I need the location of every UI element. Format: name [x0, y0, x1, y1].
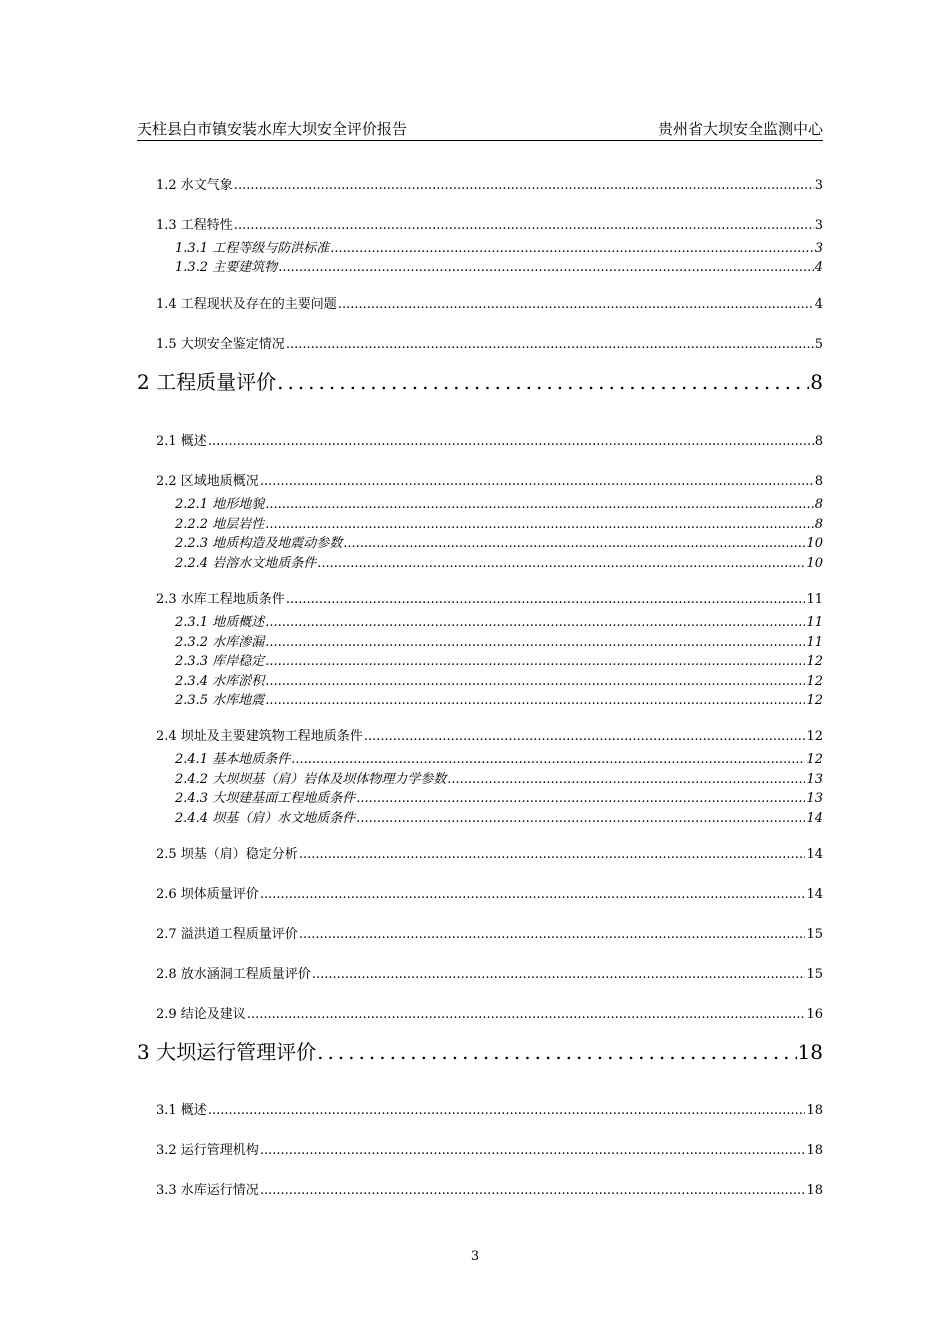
toc-entry[interactable] [156, 1007, 823, 1023]
toc-dot-leader [317, 556, 805, 572]
toc-entry-page: 18 [806, 1183, 823, 1198]
toc-dot-leader [247, 1007, 806, 1023]
toc-entry[interactable] [156, 297, 823, 313]
toc-entry-page: 8 [810, 370, 823, 394]
toc-entry[interactable] [156, 927, 823, 943]
toc-entry-title: 1.3.1 工程等级与防洪标准 [175, 241, 330, 256]
toc-entry-page: 12 [806, 729, 823, 744]
toc-entry[interactable] [156, 887, 823, 903]
toc-entry[interactable] [156, 592, 823, 608]
toc-dot-leader [447, 772, 805, 788]
toc-entry[interactable] [175, 693, 823, 709]
toc-entry-title: 2.2.3 地质构造及地震动参数 [175, 536, 343, 551]
toc-entry-page: 18 [806, 1143, 823, 1158]
toc-entry-title: 1.4 工程现状及存在的主要问题 [156, 297, 337, 312]
toc-entry-title: 2.7 溢洪道工程质量评价 [156, 927, 298, 942]
toc-entry-title: 2.3.4 水库淤积 [175, 674, 265, 689]
toc-entry-title: 2.2.1 地形地貌 [175, 497, 265, 512]
toc-dot-leader [265, 497, 814, 513]
toc-dot-leader [260, 1143, 806, 1159]
toc-entry-page: 8 [814, 434, 823, 449]
toc-entry[interactable] [175, 772, 823, 788]
toc-entry[interactable] [175, 556, 823, 572]
toc-entry[interactable] [175, 241, 823, 257]
toc-entry-page: 3 [814, 241, 823, 256]
toc-entry-title: 2.4.2 大坝坝基（肩）岩体及坝体物理力学参数 [175, 772, 447, 787]
toc-entry-page: 14 [806, 811, 823, 826]
toc-entry-title: 2.1 概述 [156, 434, 207, 449]
toc-entry-page: 8 [814, 517, 823, 532]
toc-entry[interactable] [156, 1143, 823, 1159]
toc-entry[interactable] [175, 654, 823, 670]
toc-entry-title: 2.5 坝基（肩）稳定分析 [156, 847, 298, 862]
toc-dot-leader [299, 927, 806, 943]
toc-entry-title: 2.4.1 基本地质条件 [175, 752, 291, 767]
toc-entry-title: 2.2.4 岩溶水文地质条件 [175, 556, 317, 571]
toc-entry-title: 1.3.2 主要建筑物 [175, 260, 278, 275]
toc-dot-leader [317, 1040, 796, 1064]
toc-entry-page: 12 [806, 674, 823, 689]
toc-entry-page: 16 [806, 1007, 823, 1022]
toc-entry-page: 14 [806, 887, 823, 902]
toc-entry-page: 15 [806, 967, 823, 982]
toc-entry-page: 10 [806, 556, 823, 571]
toc-entry[interactable] [156, 178, 823, 194]
toc-entry-title: 2.9 结论及建议 [156, 1007, 246, 1022]
toc-entry-page: 11 [806, 592, 823, 607]
toc-entry-title: 1.2 水文气象 [156, 178, 233, 193]
toc-entry-title: 1.3 工程特性 [156, 218, 233, 233]
toc-entry[interactable] [156, 1103, 823, 1119]
toc-entry[interactable] [156, 967, 823, 983]
toc-entry[interactable] [175, 517, 823, 533]
toc-entry[interactable] [175, 497, 823, 513]
toc-entry[interactable] [175, 260, 823, 276]
toc-entry[interactable] [175, 791, 823, 807]
toc-entry-page: 13 [806, 772, 823, 787]
header-organization: 贵州省大坝安全监测中心 [657, 120, 823, 138]
toc-entry-page: 11 [806, 615, 823, 630]
toc-dot-leader [208, 434, 814, 450]
toc-dot-leader [286, 592, 806, 608]
toc-dot-leader [265, 654, 805, 670]
toc-entry[interactable] [156, 729, 823, 745]
toc-dot-leader [299, 847, 806, 863]
toc-entry-page: 8 [814, 497, 823, 512]
toc-entry-title: 2.4.4 坝基（肩）水文地质条件 [175, 811, 356, 826]
toc-entry[interactable] [156, 434, 823, 450]
toc-entry[interactable] [137, 370, 823, 394]
toc-entry-title: 2.3.5 水库地震 [175, 693, 265, 708]
toc-entry-page: 8 [814, 474, 823, 489]
toc-entry-page: 4 [814, 297, 823, 312]
toc-dot-leader [265, 693, 805, 709]
toc-entry[interactable] [175, 635, 823, 651]
toc-entry-page: 3 [814, 218, 823, 233]
toc-dot-leader [234, 218, 814, 234]
toc-dot-leader [330, 241, 814, 257]
toc-entry-page: 18 [797, 1040, 823, 1064]
toc-entry-title: 2.8 放水涵洞工程质量评价 [156, 967, 311, 982]
header-report-title: 天柱县白市镇安装水库大坝安全评价报告 [137, 120, 408, 138]
page-number: 3 [470, 1249, 480, 1264]
toc-dot-leader [260, 887, 806, 903]
toc-entry-title: 2.4 坝址及主要建筑物工程地质条件 [156, 729, 363, 744]
toc-entry[interactable] [175, 536, 823, 552]
toc-entry-page: 4 [814, 260, 823, 275]
toc-dot-leader [278, 260, 814, 276]
toc-dot-leader [260, 1183, 806, 1199]
toc-dot-leader [312, 967, 806, 983]
toc-entry[interactable] [156, 337, 823, 353]
toc-dot-leader [356, 791, 805, 807]
toc-entry-title: 2.2 区域地质概况 [156, 474, 259, 489]
toc-entry[interactable] [156, 1183, 823, 1199]
toc-dot-leader [265, 674, 805, 690]
toc-dot-leader [265, 635, 805, 651]
toc-entry-title: 2.3.1 地质概述 [175, 615, 265, 630]
toc-entry-title: 1.5 大坝安全鉴定情况 [156, 337, 285, 352]
toc-entry-page: 14 [806, 847, 823, 862]
toc-dot-leader [265, 517, 814, 533]
toc-dot-leader [343, 536, 805, 552]
toc-dot-leader [234, 178, 814, 194]
toc-entry-page: 11 [806, 635, 823, 650]
toc-entry-page: 12 [806, 752, 823, 767]
toc-dot-leader [208, 1103, 806, 1119]
toc-entry-page: 13 [806, 791, 823, 806]
toc-entry[interactable] [175, 811, 823, 827]
toc-dot-leader [277, 370, 809, 394]
toc-entry-title: 2.6 坝体质量评价 [156, 887, 259, 902]
toc-entry[interactable] [137, 1040, 823, 1064]
toc-entry-title: 2.3.2 水库渗漏 [175, 635, 265, 650]
toc-dot-leader [260, 474, 814, 490]
toc-entry-page: 12 [806, 654, 823, 669]
toc-entry-title: 3.1 概述 [156, 1103, 207, 1118]
toc-entry[interactable] [175, 752, 823, 768]
toc-entry-title: 3.3 水库运行情况 [156, 1183, 259, 1198]
toc-dot-leader [265, 615, 805, 631]
toc-entry[interactable] [156, 218, 823, 234]
toc-entry-page: 3 [814, 178, 823, 193]
toc-dot-leader [286, 337, 814, 353]
toc-entry-page: 15 [806, 927, 823, 942]
toc-entry-title: 2 工程质量评价 [137, 370, 277, 394]
toc-entry[interactable] [156, 847, 823, 863]
toc-entry[interactable] [156, 474, 823, 490]
toc-entry-title: 3.2 运行管理机构 [156, 1143, 259, 1158]
toc-entry[interactable] [175, 674, 823, 690]
toc-dot-leader [291, 752, 805, 768]
toc-entry[interactable] [175, 615, 823, 631]
toc-entry-title: 3 大坝运行管理评价 [137, 1040, 317, 1064]
toc-entry-title: 2.3.3 库岸稳定 [175, 654, 265, 669]
toc-entry-title: 2.3 水库工程地质条件 [156, 592, 285, 607]
toc-entry-title: 2.4.3 大坝建基面工程地质条件 [175, 791, 356, 806]
toc-dot-leader [364, 729, 806, 745]
toc-entry-page: 10 [806, 536, 823, 551]
toc-entry-title: 2.2.2 地层岩性 [175, 517, 265, 532]
toc-entry-page: 12 [806, 693, 823, 708]
toc-dot-leader [338, 297, 814, 313]
toc-entry-page: 18 [806, 1103, 823, 1118]
toc-dot-leader [356, 811, 805, 827]
toc-entry-page: 5 [814, 337, 823, 352]
